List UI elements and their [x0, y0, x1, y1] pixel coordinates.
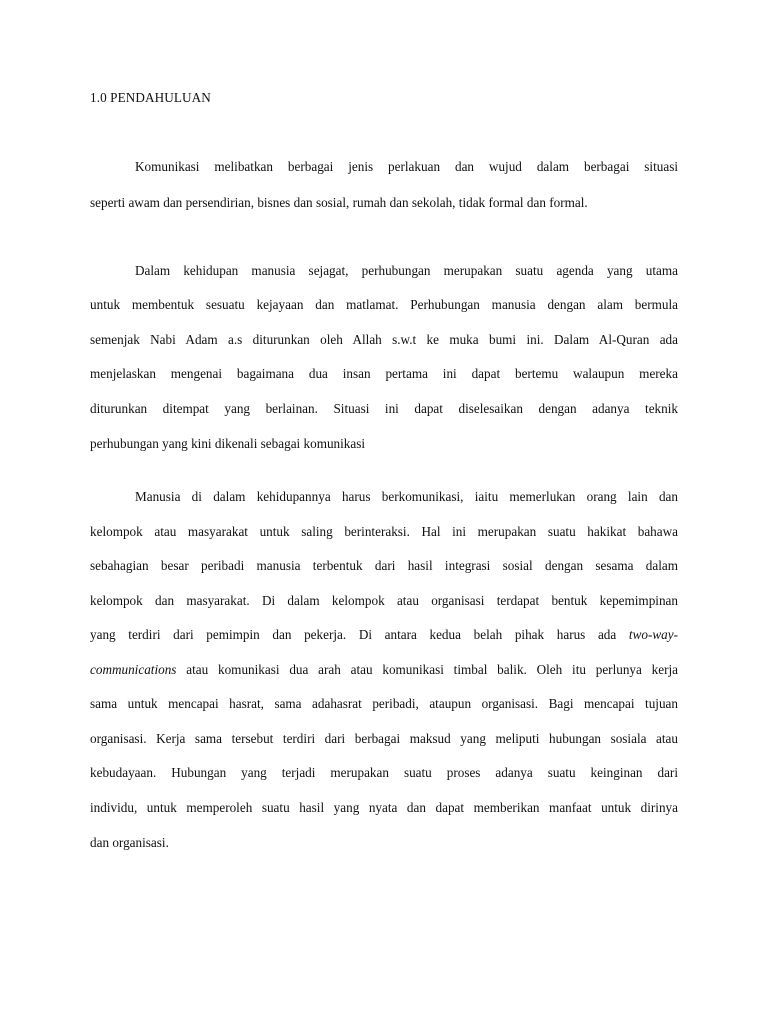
paragraph-2-line: untuk membentuk sesuatu kejayaan dan matlamat. Perhubungan manusia dengan alam bermula	[90, 297, 678, 312]
paragraph-3-text: yang terdiri dari pemimpin dan pekerja. Di antara kedua belah pihak harus ada	[90, 627, 617, 642]
paragraph-2-line: Dalam kehidupan manusia sejagat, perhubungan merupakan suatu agenda yang utama	[135, 263, 678, 278]
paragraph-3-line	[90, 626, 678, 644]
paragraph-3-line: organisasi. Kerja sama tersebut terdiri dari berbagai maksud yang meliputi hubungan sosiala atau	[90, 731, 678, 746]
paragraph-2-line: diturunkan ditempat yang berlainan. Situasi ini dapat diselesaikan dengan adanya teknik	[90, 401, 678, 416]
paragraph-3-line: sama untuk mencapai hasrat, sama adahasrat peribadi, ataupun organisasi. Bagi mencapai tujuan	[90, 696, 678, 711]
paragraph-3-line: Manusia di dalam kehidupannya harus berkomunikasi, iaitu memerlukan orang lain dan	[135, 489, 678, 504]
paragraph-3-line	[90, 661, 678, 679]
paragraph-3-line: kebudayaan. Hubungan yang terjadi merupakan suatu proses adanya suatu keinginan dari	[90, 765, 678, 780]
paragraph-3-line: individu, untuk memperoleh suatu hasil yang nyata dan dapat memberikan manfaat untuk dirinya	[90, 800, 678, 815]
paragraph-3-line: kelompok dan masyarakat. Di dalam kelompok atau organisasi terdapat bentuk kepemimpinan	[90, 593, 678, 608]
paragraph-3-text: atau komunikasi dua arah atau komunikasi timbal balik. Oleh itu perlunya kerja	[186, 662, 679, 677]
paragraph-1-line: seperti awam dan persendirian, bisnes dan sosial, rumah dan sekolah, tidak formal dan formal.	[90, 195, 588, 210]
paragraph-2-line: perhubungan yang kini dikenali sebagai komunikasi	[90, 436, 366, 451]
paragraph-2-line: semenjak Nabi Adam a.s diturunkan oleh Allah s.w.t ke muka bumi ini. Dalam Al-Quran ada	[90, 332, 678, 347]
italic-term: two-way-	[628, 627, 678, 642]
paragraph-1-line: Komunikasi melibatkan berbagai jenis perlakuan dan wujud dalam berbagai situasi	[135, 159, 678, 174]
section-heading: 1.0 PENDAHULUAN	[90, 90, 211, 105]
paragraph-3-line: sebahagian besar peribadi manusia terbentuk dari hasil integrasi sosial dengan sesama dalam	[90, 558, 678, 573]
italic-term: communications	[90, 662, 177, 677]
paragraph-3-line: dan organisasi.	[90, 835, 169, 850]
paragraph-2-line: menjelaskan mengenai bagaimana dua insan pertama ini dapat bertemu walaupun mereka	[90, 366, 678, 381]
paragraph-3-line: kelompok atau masyarakat untuk saling berinteraksi. Hal ini merupakan suatu hakikat bahawa	[90, 524, 678, 539]
